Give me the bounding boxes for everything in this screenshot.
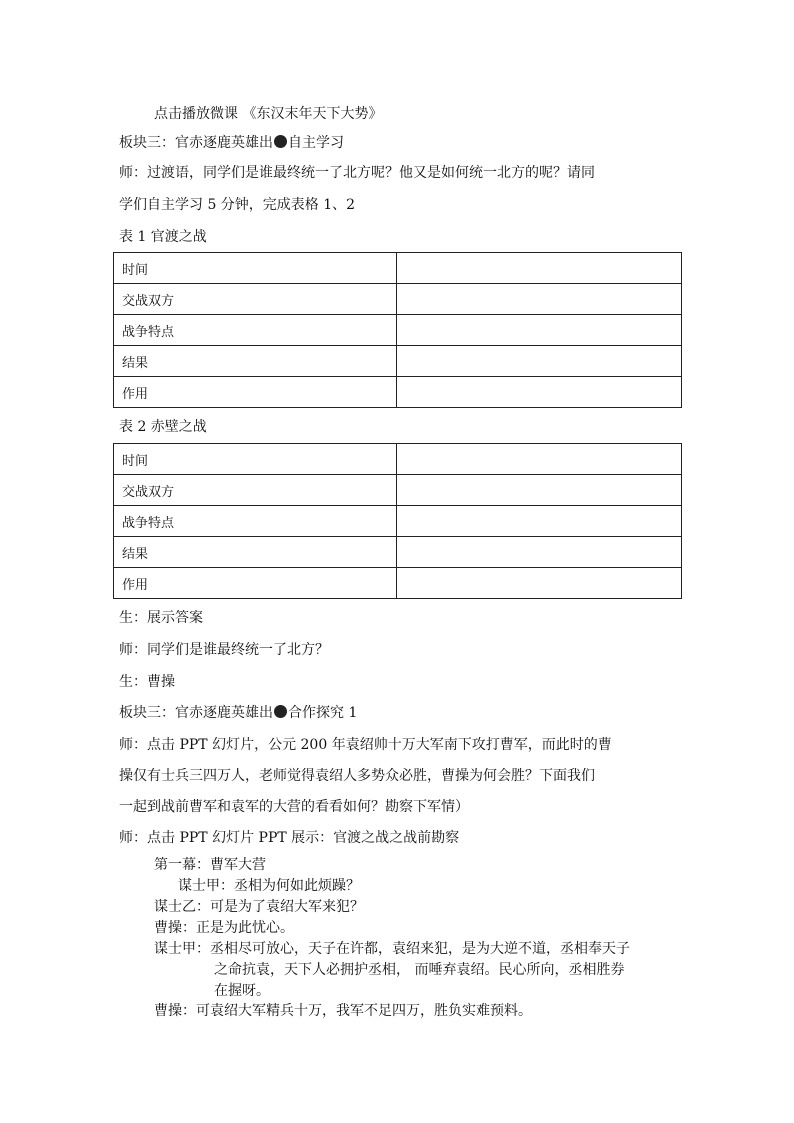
script-line: 谋士乙：可是为了袁绍大军来犯？	[154, 899, 364, 915]
teacher-ppt-show-line: 师：点击 PPT 幻灯片 PPT 展示：官渡之战之战前勘察	[119, 830, 460, 846]
table-cell-label: 结果	[114, 346, 397, 377]
bullet-dot-icon	[274, 135, 287, 148]
script-line: 谋士甲：丞相为何如此烦躁？	[178, 878, 360, 894]
table-cell-label: 时间	[114, 253, 397, 284]
table-row	[114, 568, 682, 599]
table-cell-value	[397, 377, 682, 408]
table-cell-value	[397, 537, 682, 568]
section3-cooperative-heading	[119, 704, 357, 722]
script-line: 谋士甲：丞相尽可放心，天子在许都，袁绍来犯，是为大逆不道，丞相奉天子	[154, 941, 630, 957]
table-guandu	[113, 252, 682, 408]
teacher-ppt-line-2: 操仅有士兵三四万人，老师觉得袁绍人多势众必胜，曹操为何会胜？下面我们	[119, 768, 595, 784]
table-cell-value	[397, 444, 682, 475]
table-row	[114, 253, 682, 284]
student-answer-line: 生：展示答案	[119, 610, 203, 626]
section3-heading	[119, 134, 344, 152]
teacher-transition-line-1: 师：过渡语，同学们是谁最终统一了北方呢？他又是如何统一北方的呢？请同	[119, 165, 595, 181]
student-reply-line: 生：曹操	[119, 674, 175, 690]
table-row	[114, 475, 682, 506]
script-line: 在握呀。	[214, 983, 270, 999]
section3-heading-suffix: 自主学习	[288, 135, 344, 151]
table-cell-label: 结果	[114, 537, 397, 568]
script-line: 之命抗袁，天下人必拥护丞相， 而唾弃袁绍。民心所向，丞相胜券	[214, 962, 625, 978]
teacher-transition-line-2: 学们自主学习 5 分钟，完成表格 1、2	[119, 197, 356, 213]
table-chibi	[113, 443, 682, 599]
table-cell-value	[397, 475, 682, 506]
table-row	[114, 377, 682, 408]
table-cell-label: 战争特点	[114, 315, 397, 346]
table-row	[114, 346, 682, 377]
table-cell-value	[397, 315, 682, 346]
table-row	[114, 537, 682, 568]
section3b-heading-suffix: 合作探究 1	[288, 705, 358, 721]
table-cell-label: 时间	[114, 444, 397, 475]
table-cell-value	[397, 253, 682, 284]
bullet-dot-icon	[274, 705, 287, 718]
teacher-ppt-line-3: 一起到战前曹军和袁军的大营的看看如何？勘察下军情）	[119, 799, 469, 815]
table-cell-label: 交战双方	[114, 475, 397, 506]
table-cell-value	[397, 506, 682, 537]
table-row	[114, 444, 682, 475]
table-cell-value	[397, 346, 682, 377]
table-row	[114, 506, 682, 537]
table-cell-value	[397, 568, 682, 599]
script-line: 曹操：正是为此忧心。	[154, 920, 294, 936]
table-cell-label: 交战双方	[114, 284, 397, 315]
intro-video-line: 点击播放微课 《东汉末年天下大势》	[154, 106, 383, 122]
section3b-heading-prefix: 板块三：官赤逐鹿英雄出	[119, 705, 273, 721]
table-row	[114, 284, 682, 315]
script-line: 曹操：可袁绍大军精兵十万，我军不足四万，胜负实难预料。	[154, 1003, 532, 1019]
section3-heading-prefix: 板块三：官赤逐鹿英雄出	[119, 135, 273, 151]
teacher-ppt-line-1: 师：点击 PPT 幻灯片，公元 200 年袁绍帅十万大军南下攻打曹军，而此时的曹	[119, 737, 612, 753]
table-cell-value	[397, 284, 682, 315]
table-cell-label: 作用	[114, 568, 397, 599]
table-cell-label: 作用	[114, 377, 397, 408]
table1-caption: 表 1 官渡之战	[119, 229, 207, 245]
teacher-question-line: 师：同学们是谁最终统一了北方？	[119, 642, 329, 658]
table-cell-label: 战争特点	[114, 506, 397, 537]
table-row	[114, 315, 682, 346]
table2-caption: 表 2 赤壁之战	[119, 419, 207, 435]
script-scene-title: 第一幕：曹军大营	[154, 857, 266, 873]
